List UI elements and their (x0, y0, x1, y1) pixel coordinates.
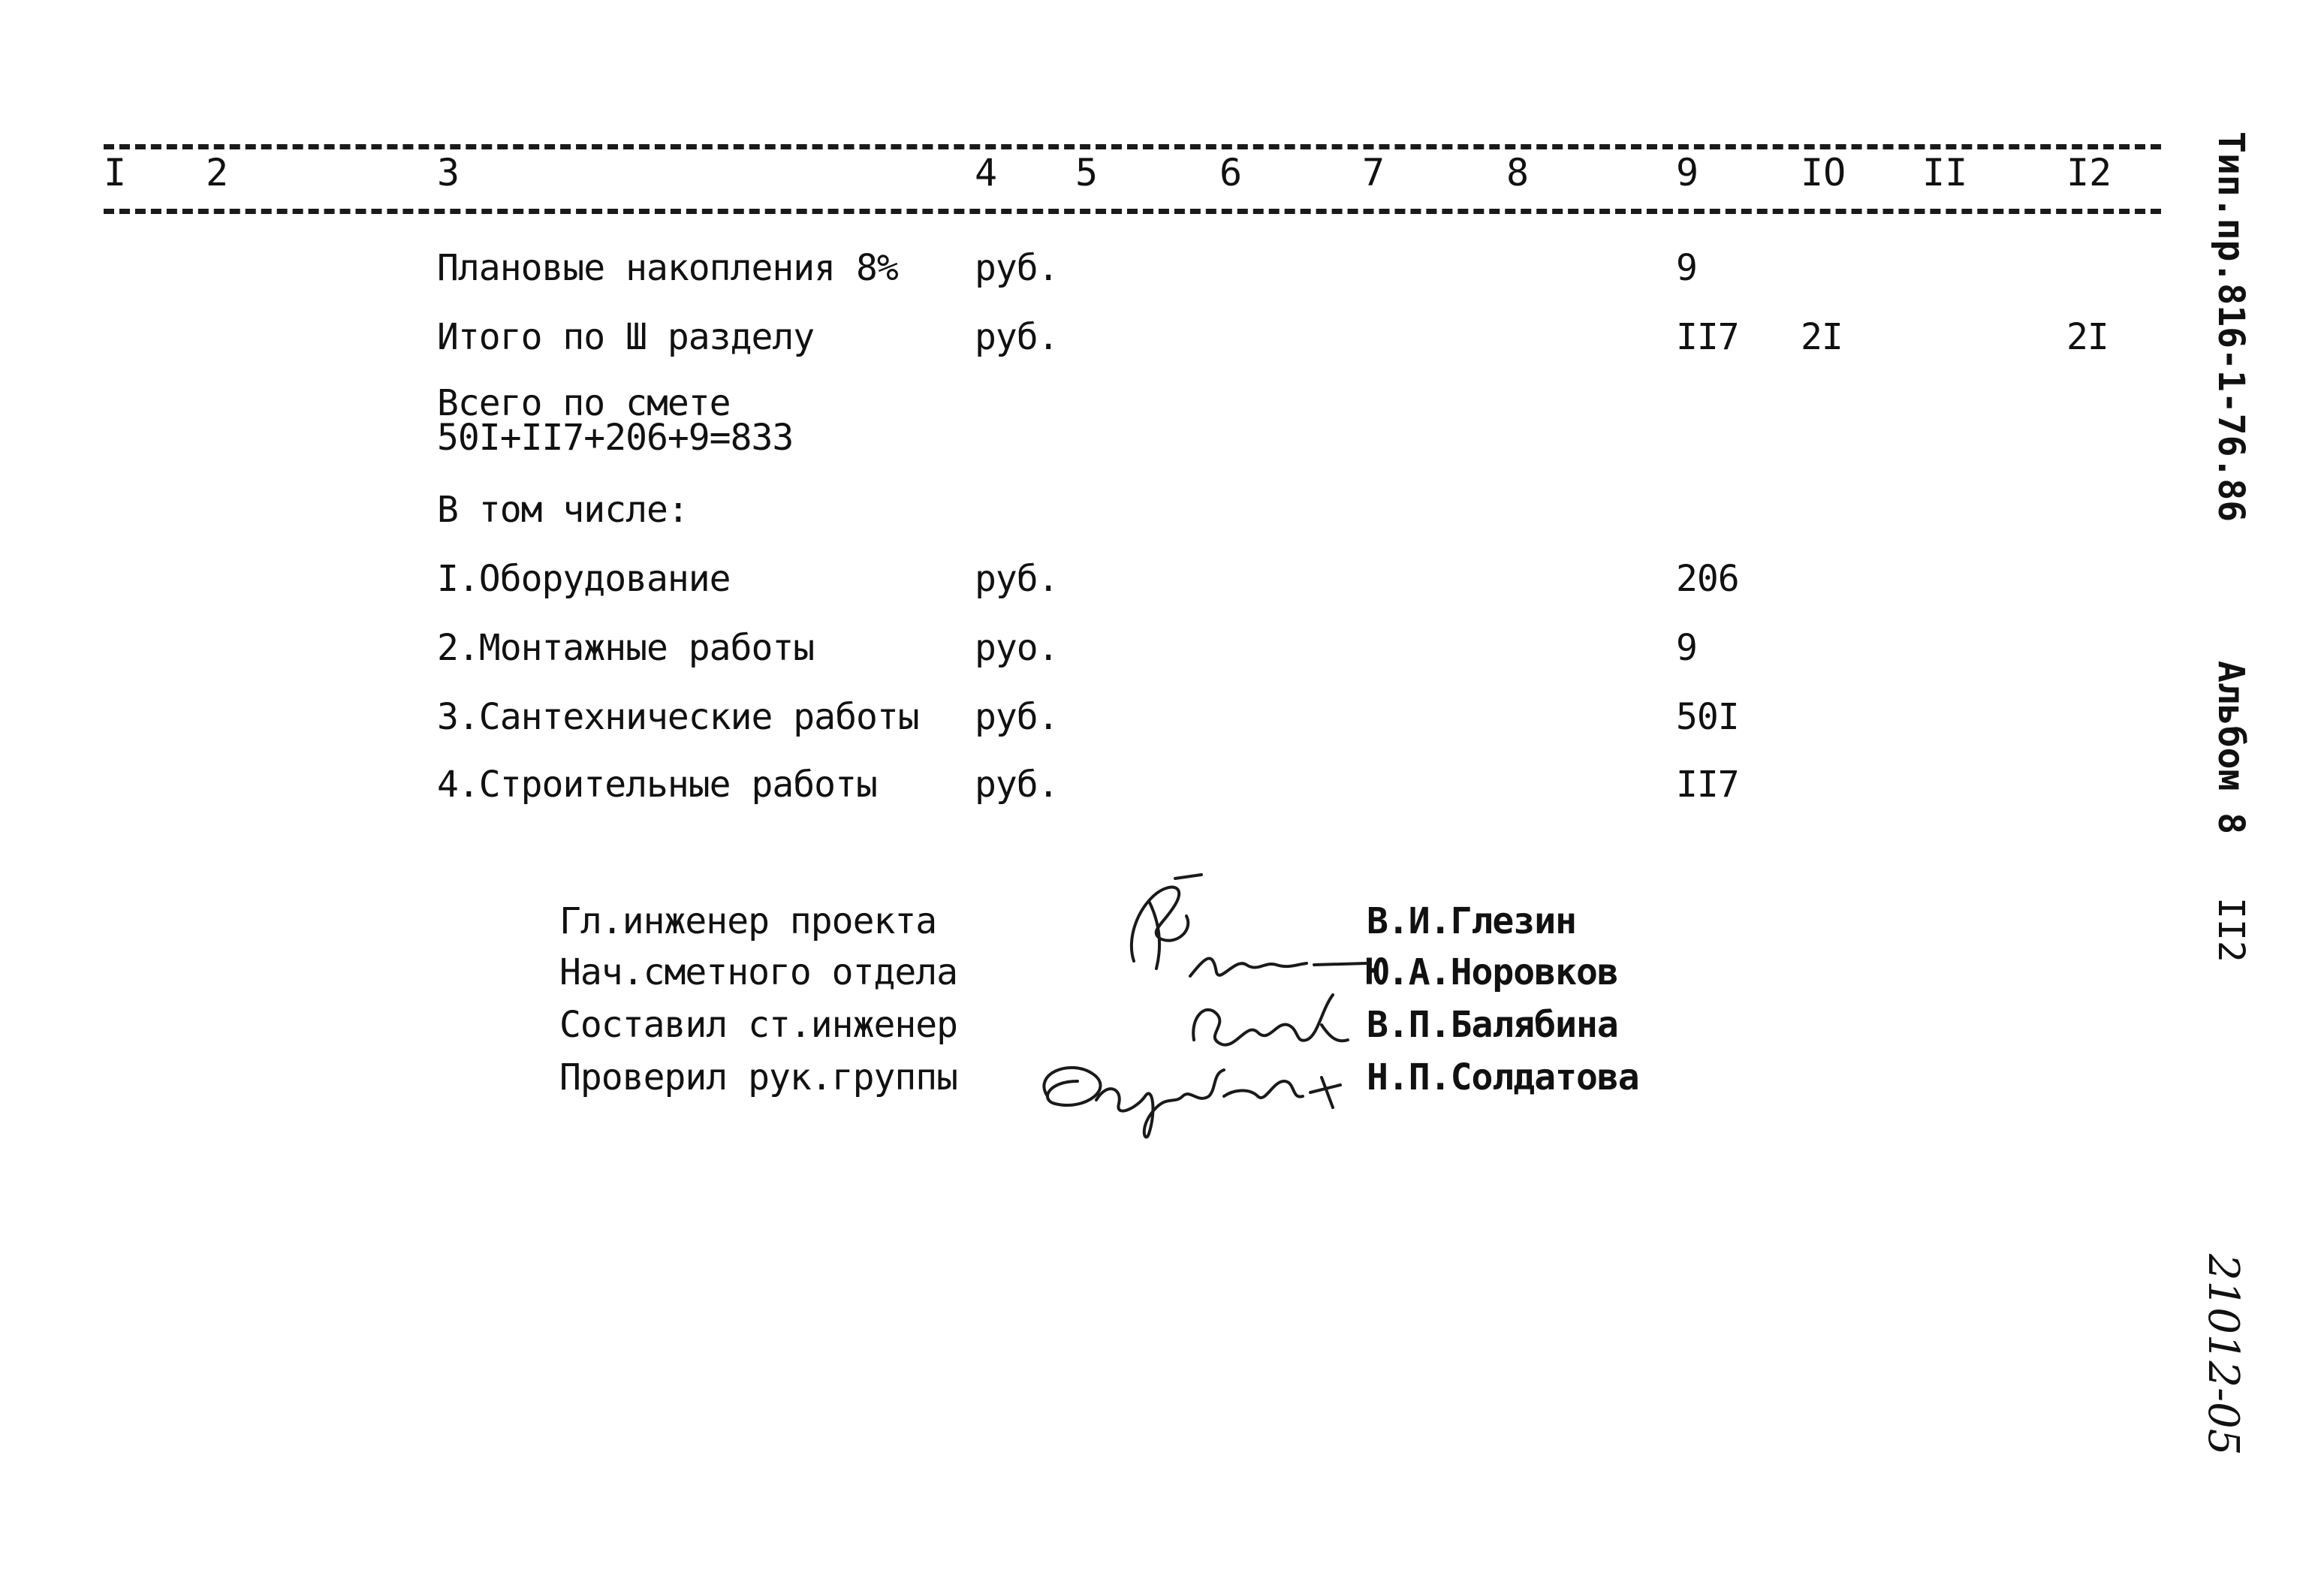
row-value-col9: 50I (1676, 696, 1739, 738)
column-header-8: 8 (1506, 151, 1530, 194)
signatory-name: В.И.Глезин (1367, 900, 1576, 942)
header-rule-top (104, 144, 2161, 149)
row-value-col10: 2I (1801, 316, 1843, 358)
row-unit: руб. (975, 316, 1059, 358)
signatory-position: Гл.инженер проекта (559, 900, 937, 942)
signatory-name: Ю.А.Норовков (1367, 951, 1618, 993)
column-header-11: II (1922, 151, 1968, 194)
row-name: Итого по Ш разделу (437, 316, 815, 358)
row-unit: руб. (975, 696, 1059, 738)
row-unit: руб. (975, 764, 1059, 806)
row-value-col9: II7 (1676, 316, 1739, 358)
column-header-2: 2 (206, 151, 229, 194)
row-value-col12: 2I (2066, 316, 2108, 358)
signatory-name: Н.П.Солдатова (1367, 1056, 1639, 1098)
row-value-col9: 206 (1676, 558, 1739, 600)
signatory-name: В.П.Балябина (1367, 1004, 1618, 1046)
row-name: I.Оборудование (437, 558, 731, 600)
header-rule-bottom (104, 209, 2161, 214)
signatory-position: Нач.сметного отдела (559, 951, 958, 993)
row-unit: руб. (975, 558, 1059, 600)
column-header-12: I2 (2066, 151, 2112, 194)
side-page-number: II2 (2210, 897, 2252, 963)
column-header-7: 7 (1362, 151, 1385, 194)
row-value-col9: 9 (1676, 247, 1697, 289)
column-header-6: 6 (1219, 151, 1243, 194)
row-name: Плановые накопления 8% (437, 247, 898, 289)
row-name: 4.Строительные работы (437, 764, 877, 806)
column-header-10: IO (1801, 151, 1846, 194)
signatory-position: Составил ст.инженер (559, 1004, 958, 1046)
row-unit: руо. (975, 627, 1059, 669)
column-header-5: 5 (1075, 151, 1099, 194)
column-header-3: 3 (437, 151, 460, 194)
column-header-9: 9 (1676, 151, 1699, 194)
row-name: 3.Сантехнические работы (437, 696, 919, 738)
side-project-code: Тип.пр.816-1-76.86 (2210, 131, 2252, 523)
signatory-position: Проверил рук.группы (559, 1056, 958, 1098)
side-inventory-number: 21012-05 (2199, 1254, 2247, 1456)
signature-soldatova (1025, 1036, 1363, 1149)
column-header-1: I (104, 151, 127, 194)
row-unit: руб. (975, 247, 1059, 289)
row-value-col9: 9 (1676, 627, 1697, 669)
side-album: Альбом 8 (2210, 661, 2252, 835)
column-header-4: 4 (975, 151, 998, 194)
row-name: В том числе: (437, 489, 689, 531)
row-name: Всего по смете (437, 382, 731, 424)
row-name: 2.Монтажные работы (437, 627, 815, 669)
row-formula: 50I+II7+206+9=833 (437, 417, 794, 459)
row-value-col9: II7 (1676, 764, 1739, 806)
